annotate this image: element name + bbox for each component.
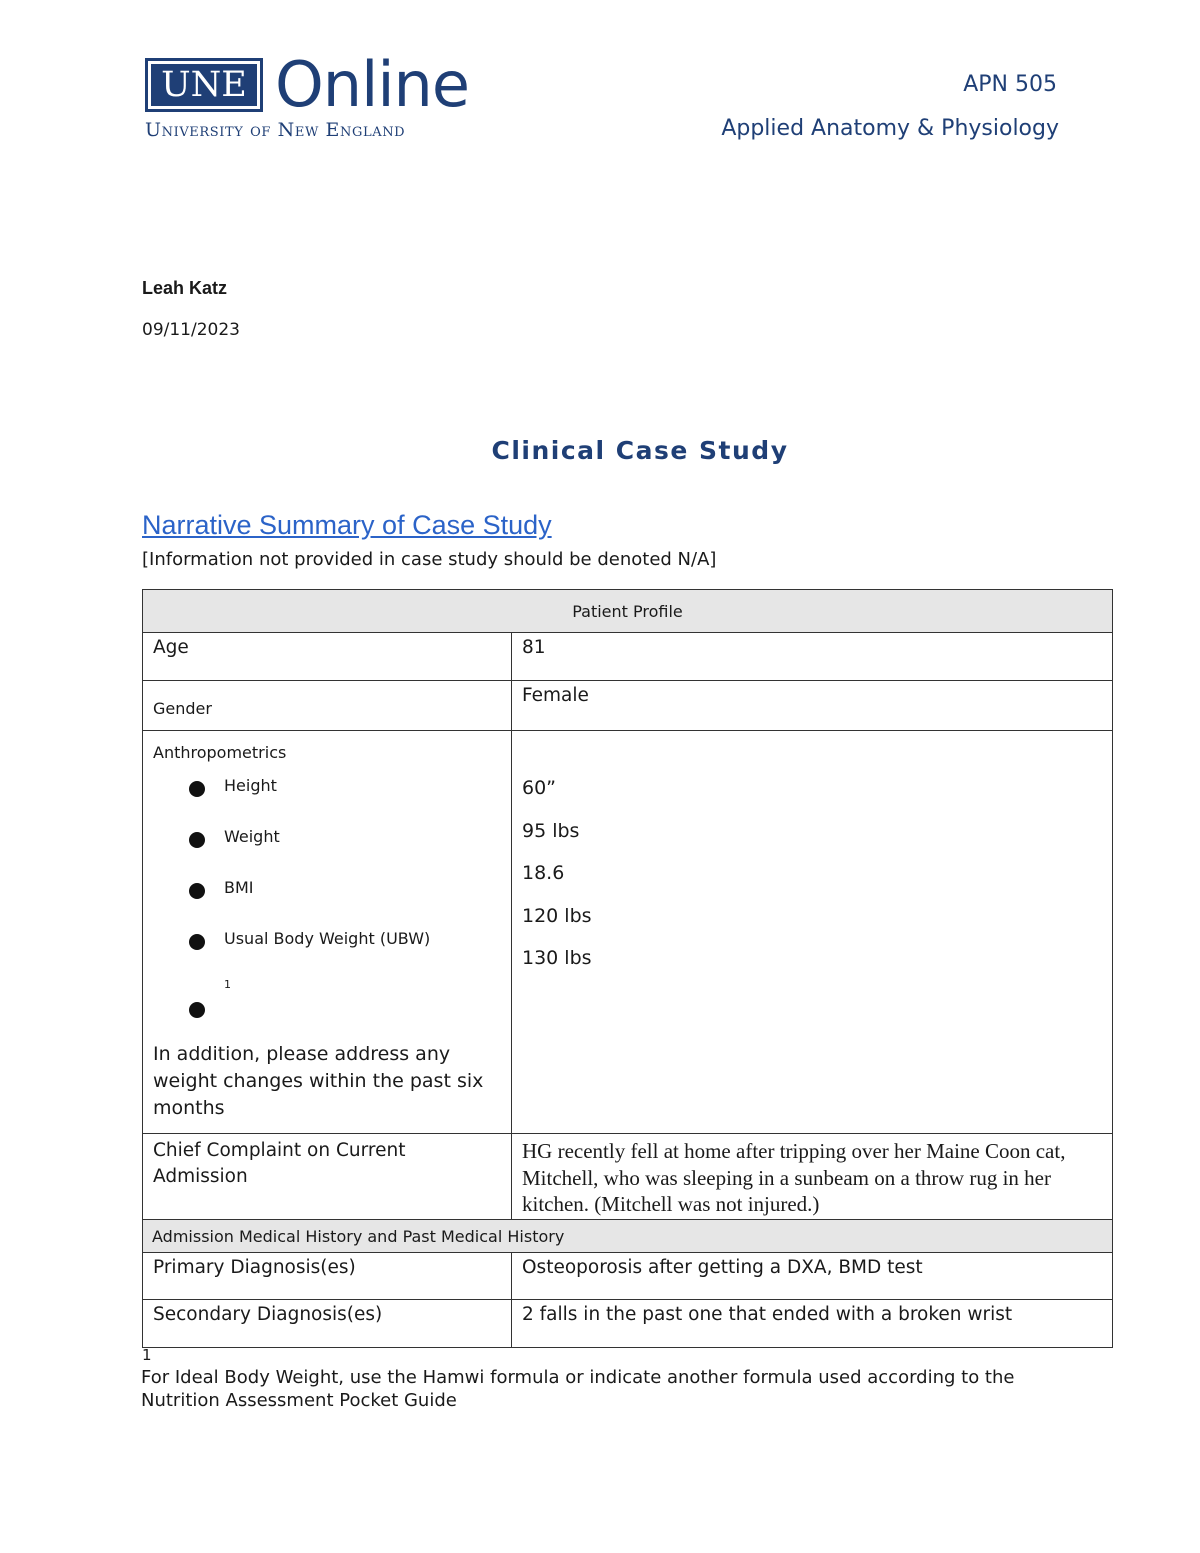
secondary-diagnosis-label: Secondary Diagnosis(es) <box>143 1300 512 1348</box>
une-online-logo <box>145 48 469 141</box>
list-item <box>189 980 501 1031</box>
logo-subtitle: University of New England <box>145 119 406 141</box>
list-item: Usual Body Weight (UBW) <box>189 929 501 980</box>
table-header-row <box>143 590 1113 633</box>
chief-complaint-label: Chief Complaint on Current Admission <box>143 1134 512 1220</box>
author-name: Leah Katz <box>142 278 228 298</box>
section-heading: Narrative Summary of Case Study <box>142 510 552 540</box>
patient-profile-table <box>142 589 1113 1348</box>
bmi-value: 18.6 <box>522 862 565 884</box>
gender-label: Gender <box>143 681 512 731</box>
table-row <box>143 1300 1113 1348</box>
bullet-icon <box>189 781 205 797</box>
document-date: 09/11/2023 <box>142 320 240 340</box>
height-value: 60” <box>522 777 557 799</box>
ubw-value: 120 lbs <box>522 904 592 927</box>
secondary-diagnosis-value: 2 falls in the past one that ended with a broken wrist <box>512 1300 1113 1348</box>
footnote-text: For Ideal Body Weight, use the Hamwi formula or indicate another formula used according to the Nutrition Assessment Pocket Guide <box>141 1367 1015 1411</box>
footnote-number: 1 <box>142 1346 152 1364</box>
anthropometrics-values <box>512 731 1113 1134</box>
bullet-icon <box>189 883 205 899</box>
table-row <box>143 731 1113 1134</box>
section-note: [Information not provided in case study should be denoted N/A] <box>142 549 717 570</box>
anthropometrics-label: Anthropometrics <box>153 743 287 762</box>
bullet-icon <box>189 1002 205 1018</box>
table-row <box>143 1134 1113 1220</box>
footnote-reference: 1 <box>224 978 231 991</box>
logo-mark: UNE <box>145 58 263 112</box>
age-label: Age <box>143 633 512 681</box>
table-row <box>143 633 1113 681</box>
primary-diagnosis-value: Osteoporosis after getting a DXA, BMD test <box>512 1253 1113 1300</box>
table-row <box>143 1253 1113 1300</box>
gender-value: Female <box>512 681 1113 731</box>
list-item: BMI <box>189 878 501 929</box>
primary-diagnosis-label: Primary Diagnosis(es) <box>143 1253 512 1300</box>
logo-wordmark: Online <box>275 48 469 121</box>
course-code: APN 505 <box>963 72 1057 97</box>
weight-change-note: In addition, please address any weight changes within the past six months <box>153 1043 484 1119</box>
ibw-value: 130 lbs <box>522 947 592 969</box>
table-row <box>143 681 1113 731</box>
history-header: Admission Medical History and Past Medical History <box>143 1220 1113 1253</box>
course-name: Applied Anatomy & Physiology <box>721 116 1059 141</box>
patient-profile-header: Patient Profile <box>143 590 1113 633</box>
age-value: 81 <box>512 633 1113 681</box>
weight-value: 95 lbs <box>522 819 580 842</box>
bullet-icon <box>189 934 205 950</box>
chief-complaint-value: HG recently fell at home after tripping over her Maine Coon cat, Mitchell, who was sleeping in a sunbeam on a throw rug in her kitchen. (Mitchell was not injured.) <box>512 1134 1113 1220</box>
bullet-icon <box>189 832 205 848</box>
list-item: Weight <box>189 827 501 878</box>
list-item: Height <box>189 776 501 827</box>
document-title: Clinical Case Study <box>491 436 789 465</box>
anthropometrics-cell <box>143 731 512 1134</box>
anthropometrics-list <box>189 776 501 1031</box>
table-header-row <box>143 1220 1113 1253</box>
